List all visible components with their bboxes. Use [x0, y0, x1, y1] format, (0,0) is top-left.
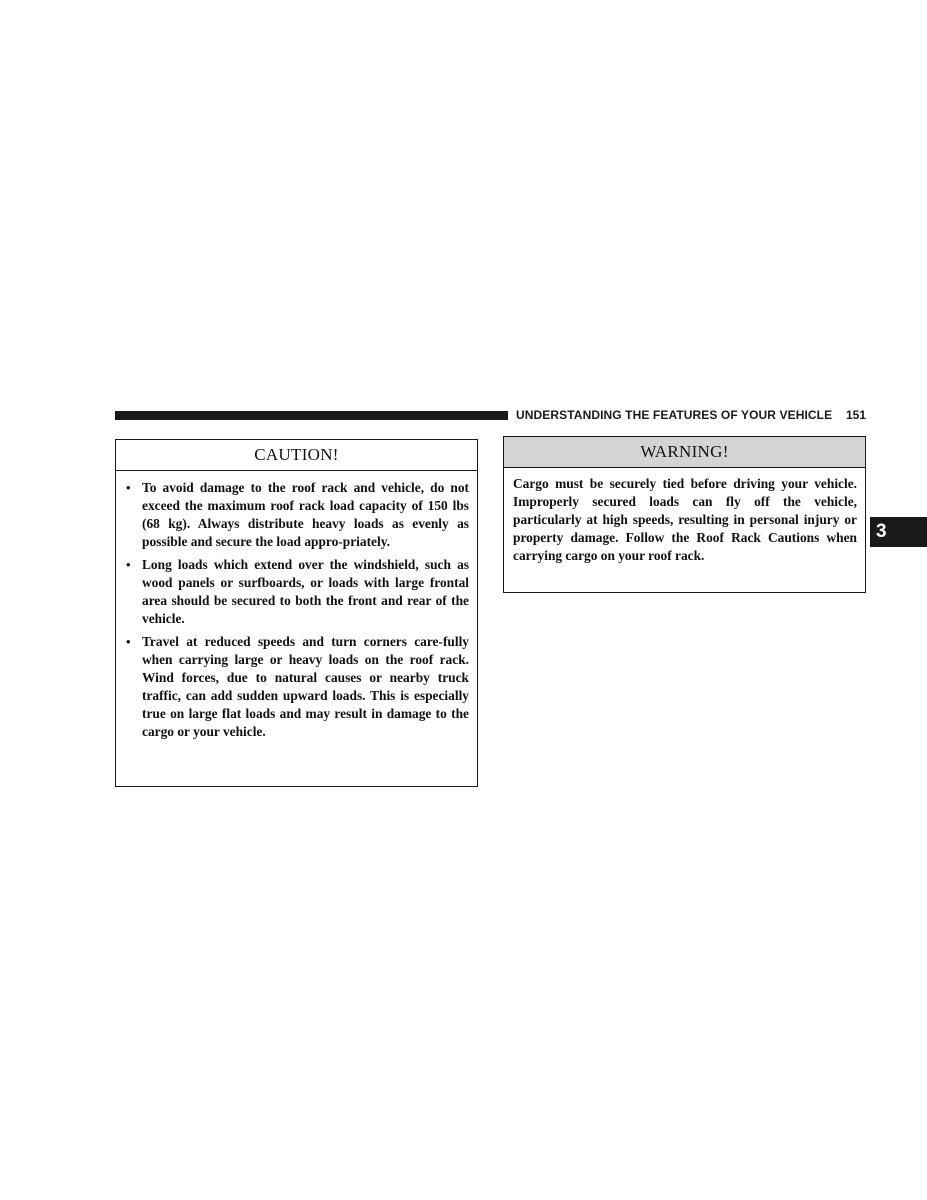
- warning-box: [503, 436, 866, 593]
- caution-item: [126, 633, 469, 741]
- section-title: UNDERSTANDING THE FEATURES OF YOUR VEHICLE: [516, 408, 833, 422]
- warning-text: Cargo must be securely tied before driving your vehicle. Improperly secured loads can fly off the vehicle, particularly at high speeds, resulting in personal injury or property damage. Follow the Roof Rack Cautions when carrying cargo on your roof rack.: [513, 476, 857, 563]
- warning-title: WARNING!: [504, 437, 865, 468]
- caution-item: [126, 556, 469, 628]
- caution-list: [116, 471, 477, 741]
- caution-box: [115, 439, 478, 787]
- chapter-tab: 3: [870, 517, 927, 547]
- bullet-icon: •: [126, 634, 131, 649]
- page-number: 151: [846, 408, 867, 422]
- caution-title: CAUTION!: [116, 440, 477, 471]
- caution-item: [126, 479, 469, 551]
- bullet-icon: •: [126, 480, 131, 495]
- header-rule: [115, 411, 508, 420]
- bullet-icon: •: [126, 557, 131, 572]
- caution-item-text: Long loads which extend over the windshield, such as wood panels or surfboards, or loads with large frontal area should be secured to both the front and rear of the vehicle.: [142, 557, 469, 626]
- caution-item-text: To avoid damage to the roof rack and vehicle, do not exceed the maximum roof rack load capacity of 150 lbs (68 kg). Always distribute heavy loads as evenly as possible and secure the load appro-priately.: [142, 480, 469, 549]
- caution-item-text: Travel at reduced speeds and turn corners care-fully when carrying large or heavy loads on the roof rack. Wind forces, due to natural causes or nearby truck traffic, can add sudden upward loads. This is especially true on large flat loads and may result in damage to the cargo or your vehicle.: [142, 634, 469, 739]
